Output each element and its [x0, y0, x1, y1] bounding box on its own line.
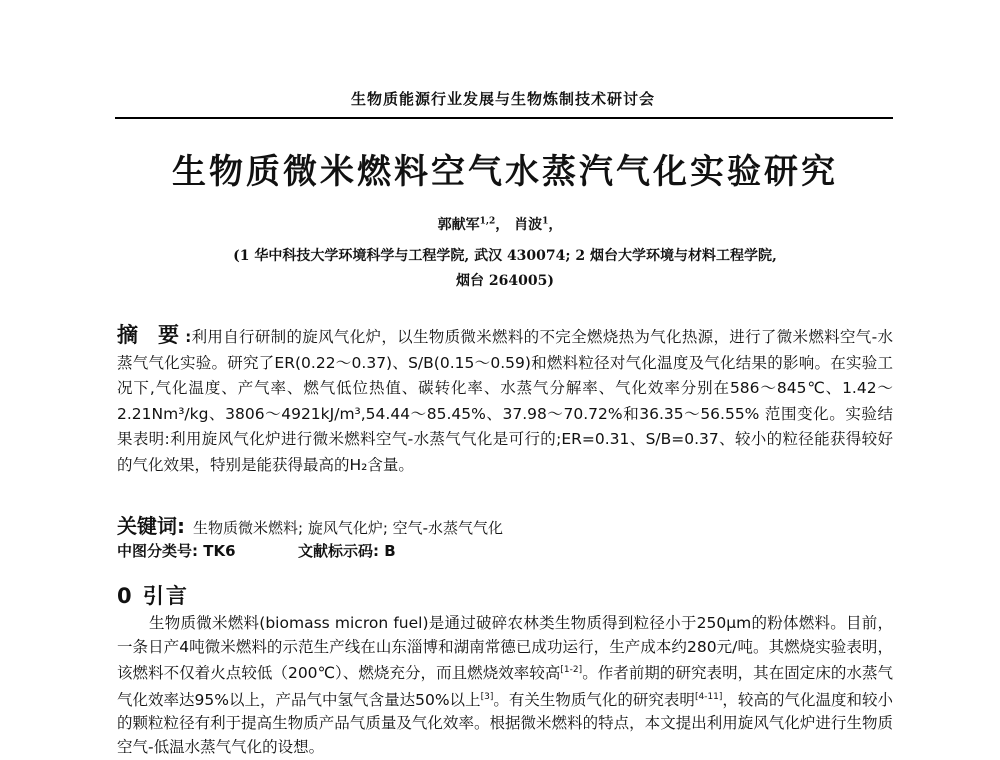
intro-text-4: ，较高的气化温度和较小的颗粒粒径有利于提高生物质产品气质量及气化效率。根据微米燃料的特点，本文提出利用旋风气化炉进行生物质空气-低温水蒸气气化的设想。: [117, 690, 893, 756]
intro-text-2: 。作者前期的研究表明，其在固定床的水蒸气气化效率达95%以上，产品气中氢气含量达50%以上: [117, 664, 893, 709]
author-2-affil-sup: 1: [542, 216, 549, 227]
affiliation: [130, 244, 880, 294]
intro-text-3: 。有关生物质气化的研究表明: [493, 690, 695, 709]
abstract: [117, 323, 893, 478]
citation-3: [4-11]: [694, 691, 723, 702]
paper-title: 生物质微米燃料空气水蒸汽气化实验研究: [172, 152, 838, 192]
header-rule: [115, 117, 893, 119]
clc-label: 中图分类号:: [117, 542, 198, 560]
affiliation-line-1: (1 华中科技大学环境科学与工程学院, 武汉 430074; 2 烟台大学环境与材料工程学院,: [233, 248, 777, 264]
section-heading: 0 引言: [117, 584, 189, 608]
author-separator: ，: [495, 217, 515, 233]
running-header: 生物质能源行业发展与生物炼制技术研讨会: [350, 90, 655, 108]
author-line: [300, 214, 700, 234]
author-2-name: 肖波: [514, 217, 543, 233]
keywords-text: 生物质微米燃料; 旋风气化炉; 空气-水蒸气气化: [193, 519, 504, 537]
doc-code-label: 文献标示码:: [298, 542, 379, 560]
clc-value: TK6: [203, 542, 236, 560]
intro-paragraph: [117, 612, 893, 759]
classification-line: [117, 540, 396, 561]
author-1-affil-sup: 1,2: [479, 216, 496, 227]
abstract-text: 利用自行研制的旋风气化炉，以生物质微米燃料的不完全燃烧热为气化热源，进行了微米燃料空气-水蒸气气化实验。研究了ER(0.22～0.37)、S/B(0.15～0.59)和燃料粒径对气化温度及气化结果的影响。在实验工况下,气化温度、产气率、燃气低位热值、碳转化率、水蒸气分解率、气化效率分别在586～845℃、1.42～2.21Nm³/kg、3806～4921kJ/m³,54.44～85.45%、37.98～70.72%和36.35～56.55% 范围变化。实验结果表明:利用旋风气化炉进行微米燃料空气-水蒸气气化是可行的;ER=0.31、S/B=0.37、较小的粒径能获得较好的气化效果，特别是能获得最高的H₂含量。: [117, 328, 893, 474]
affiliation-line-2: 烟台 264005): [456, 273, 554, 289]
citation-2: [3]: [480, 691, 494, 702]
author-1-name: 郭献军: [437, 217, 480, 233]
intro-text-1: 生物质微米燃料(biomass micron fuel)是通过破碎农林类生物质得到粒径小于250μm的粉体燃料。目前，一条日产4吨微米燃料的示范生产线在山东淄博和湖南常德已成功运行，生产成本约280元/吨。其燃烧实验表明，该燃料不仅着火点较低（200℃）、燃烧充分，而且燃烧效率较高: [117, 614, 893, 683]
abstract-label: 摘 要: [117, 323, 186, 347]
abstract-colon: :: [185, 328, 192, 346]
keywords-label: 关键词:: [117, 514, 185, 538]
doc-code-value: B: [384, 542, 396, 560]
citation-1: [1-2]: [560, 665, 583, 675]
keywords: [117, 510, 503, 539]
author-trailing: ，: [548, 217, 563, 233]
